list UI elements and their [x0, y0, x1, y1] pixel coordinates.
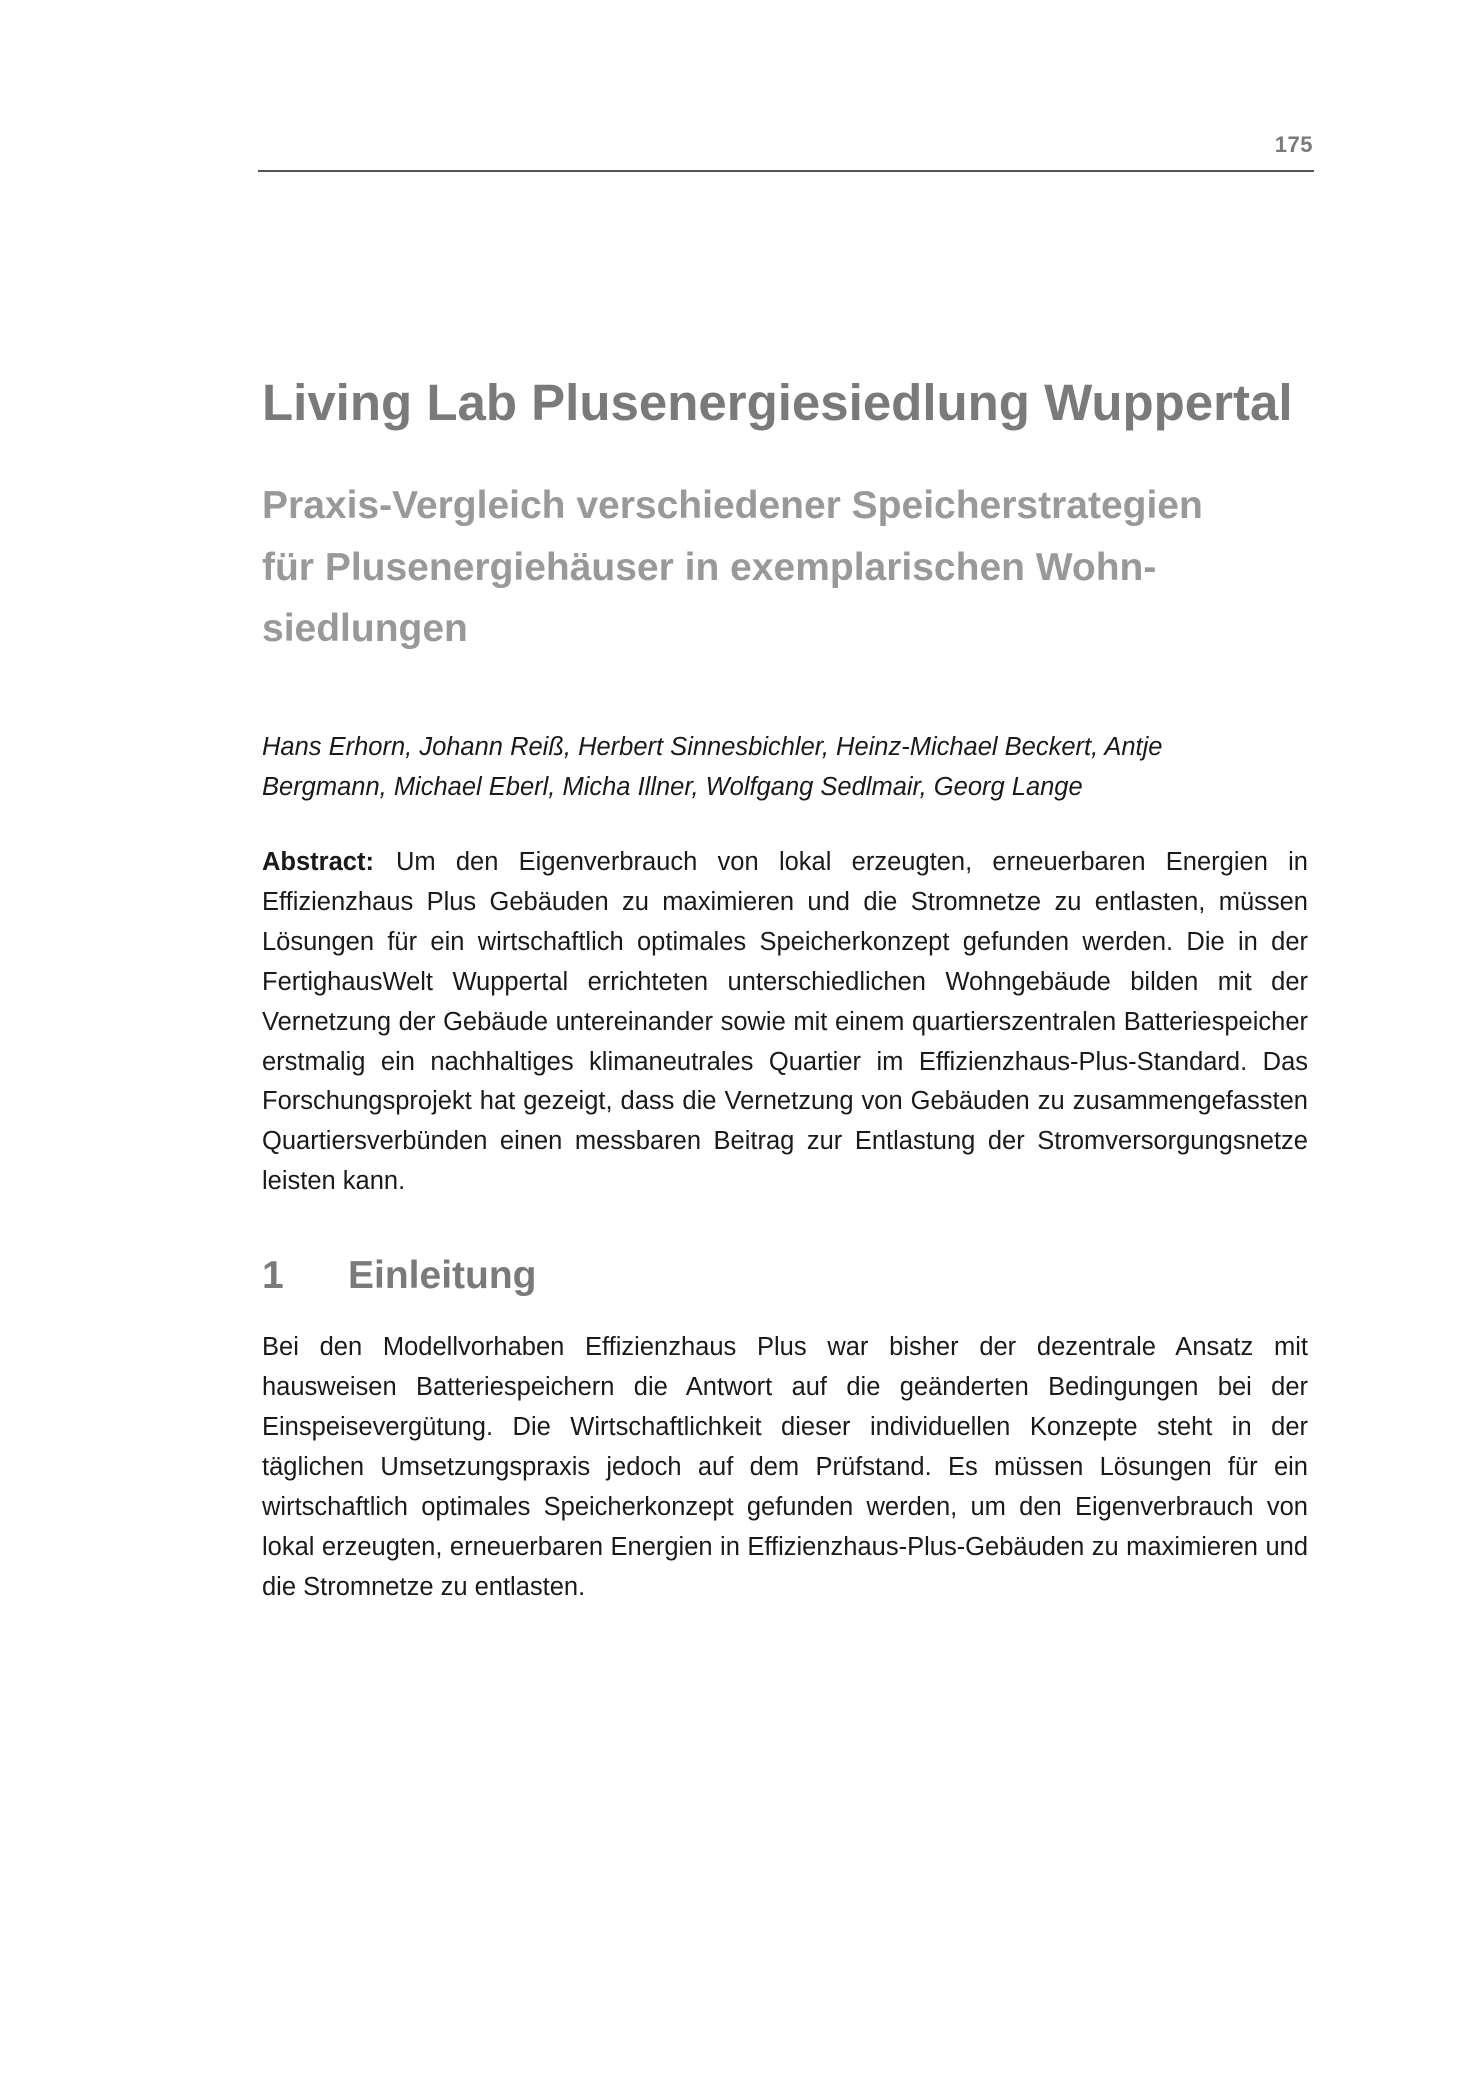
abstract-text: Um den Eigenverbrauch von lokal erzeugten, erneuerbaren Energien in Effizienzhaus Plus Gebäuden zu maximieren und die Stromnetze zu entlasten, müssen Lösungen für ein wirtschaftlich optimales Speicherkonzept gefunden werden. Die in der FertighausWelt Wuppertal errichteten unterschiedlichen Wohngebäude bilden mit der Vernetzung der Gebäude untereinander sowie mit einem quartierszentralen Batteriespeicher erstmalig ein nachhaltiges klimaneutrales Quartier im Effizienzhaus-Plus-Standard. Das Forschungsprojekt hat gezeigt, dass die Vernetzung von Gebäuden zu zusammengefassten Quartiersverbünden einen messbaren Beitrag zur Entlastung der Stromversorgungsnetze leisten kann.: [262, 848, 1308, 1196]
section-paragraph: Bei den Modellvorhaben Effizienzhaus Plus war bisher der dezentrale Ansatz mit hausweisen Batteriespeichern die Antwort auf die geänderten Bedingungen bei der Einspeisevergütung. Die Wirtschaftlichkeit dieser individuellen Konzepte steht in der täglichen Umsetzungspraxis jedoch auf dem Prüfstand. Es müssen Lösungen für ein wirtschaftlich optimales Speicherkonzept gefunden werden, um den Eigenverbrauch von lokal erzeugten, erneuerbaren Energien in Effizienzhaus-Plus-Gebäuden zu maximieren und die Stromnetze zu entlasten.: [262, 1333, 1308, 1601]
section-number: 1: [262, 1254, 284, 1298]
article-subtitle: [262, 475, 1262, 660]
section-title: Einleitung: [348, 1254, 537, 1298]
author-line: Hans Erhorn, Johann Reiß, Herbert Sinnesbichler, Heinz-Michael Beckert, Antje: [262, 733, 1163, 762]
author-list: [262, 728, 1308, 807]
page-number: 175: [1274, 132, 1313, 157]
abstract-label: Abstract:: [262, 848, 374, 877]
subtitle-line: für Plusenergiehäuser in exemplarischen Wohn-: [262, 545, 1157, 589]
article-title: Living Lab Plusenergiesiedlung Wuppertal: [262, 374, 1293, 431]
article-body: [262, 372, 1308, 1633]
subtitle-line: siedlungen: [262, 607, 468, 651]
header-rule: [258, 170, 1314, 172]
abstract: [262, 843, 1308, 1202]
section-heading: [262, 1254, 1308, 1298]
subtitle-line: Praxis-Vergleich verschiedener Speicherstrategien: [262, 484, 1203, 528]
author-line: Bergmann, Michael Eberl, Micha Illner, Wolfgang Sedlmair, Georg Lange: [262, 772, 1083, 801]
